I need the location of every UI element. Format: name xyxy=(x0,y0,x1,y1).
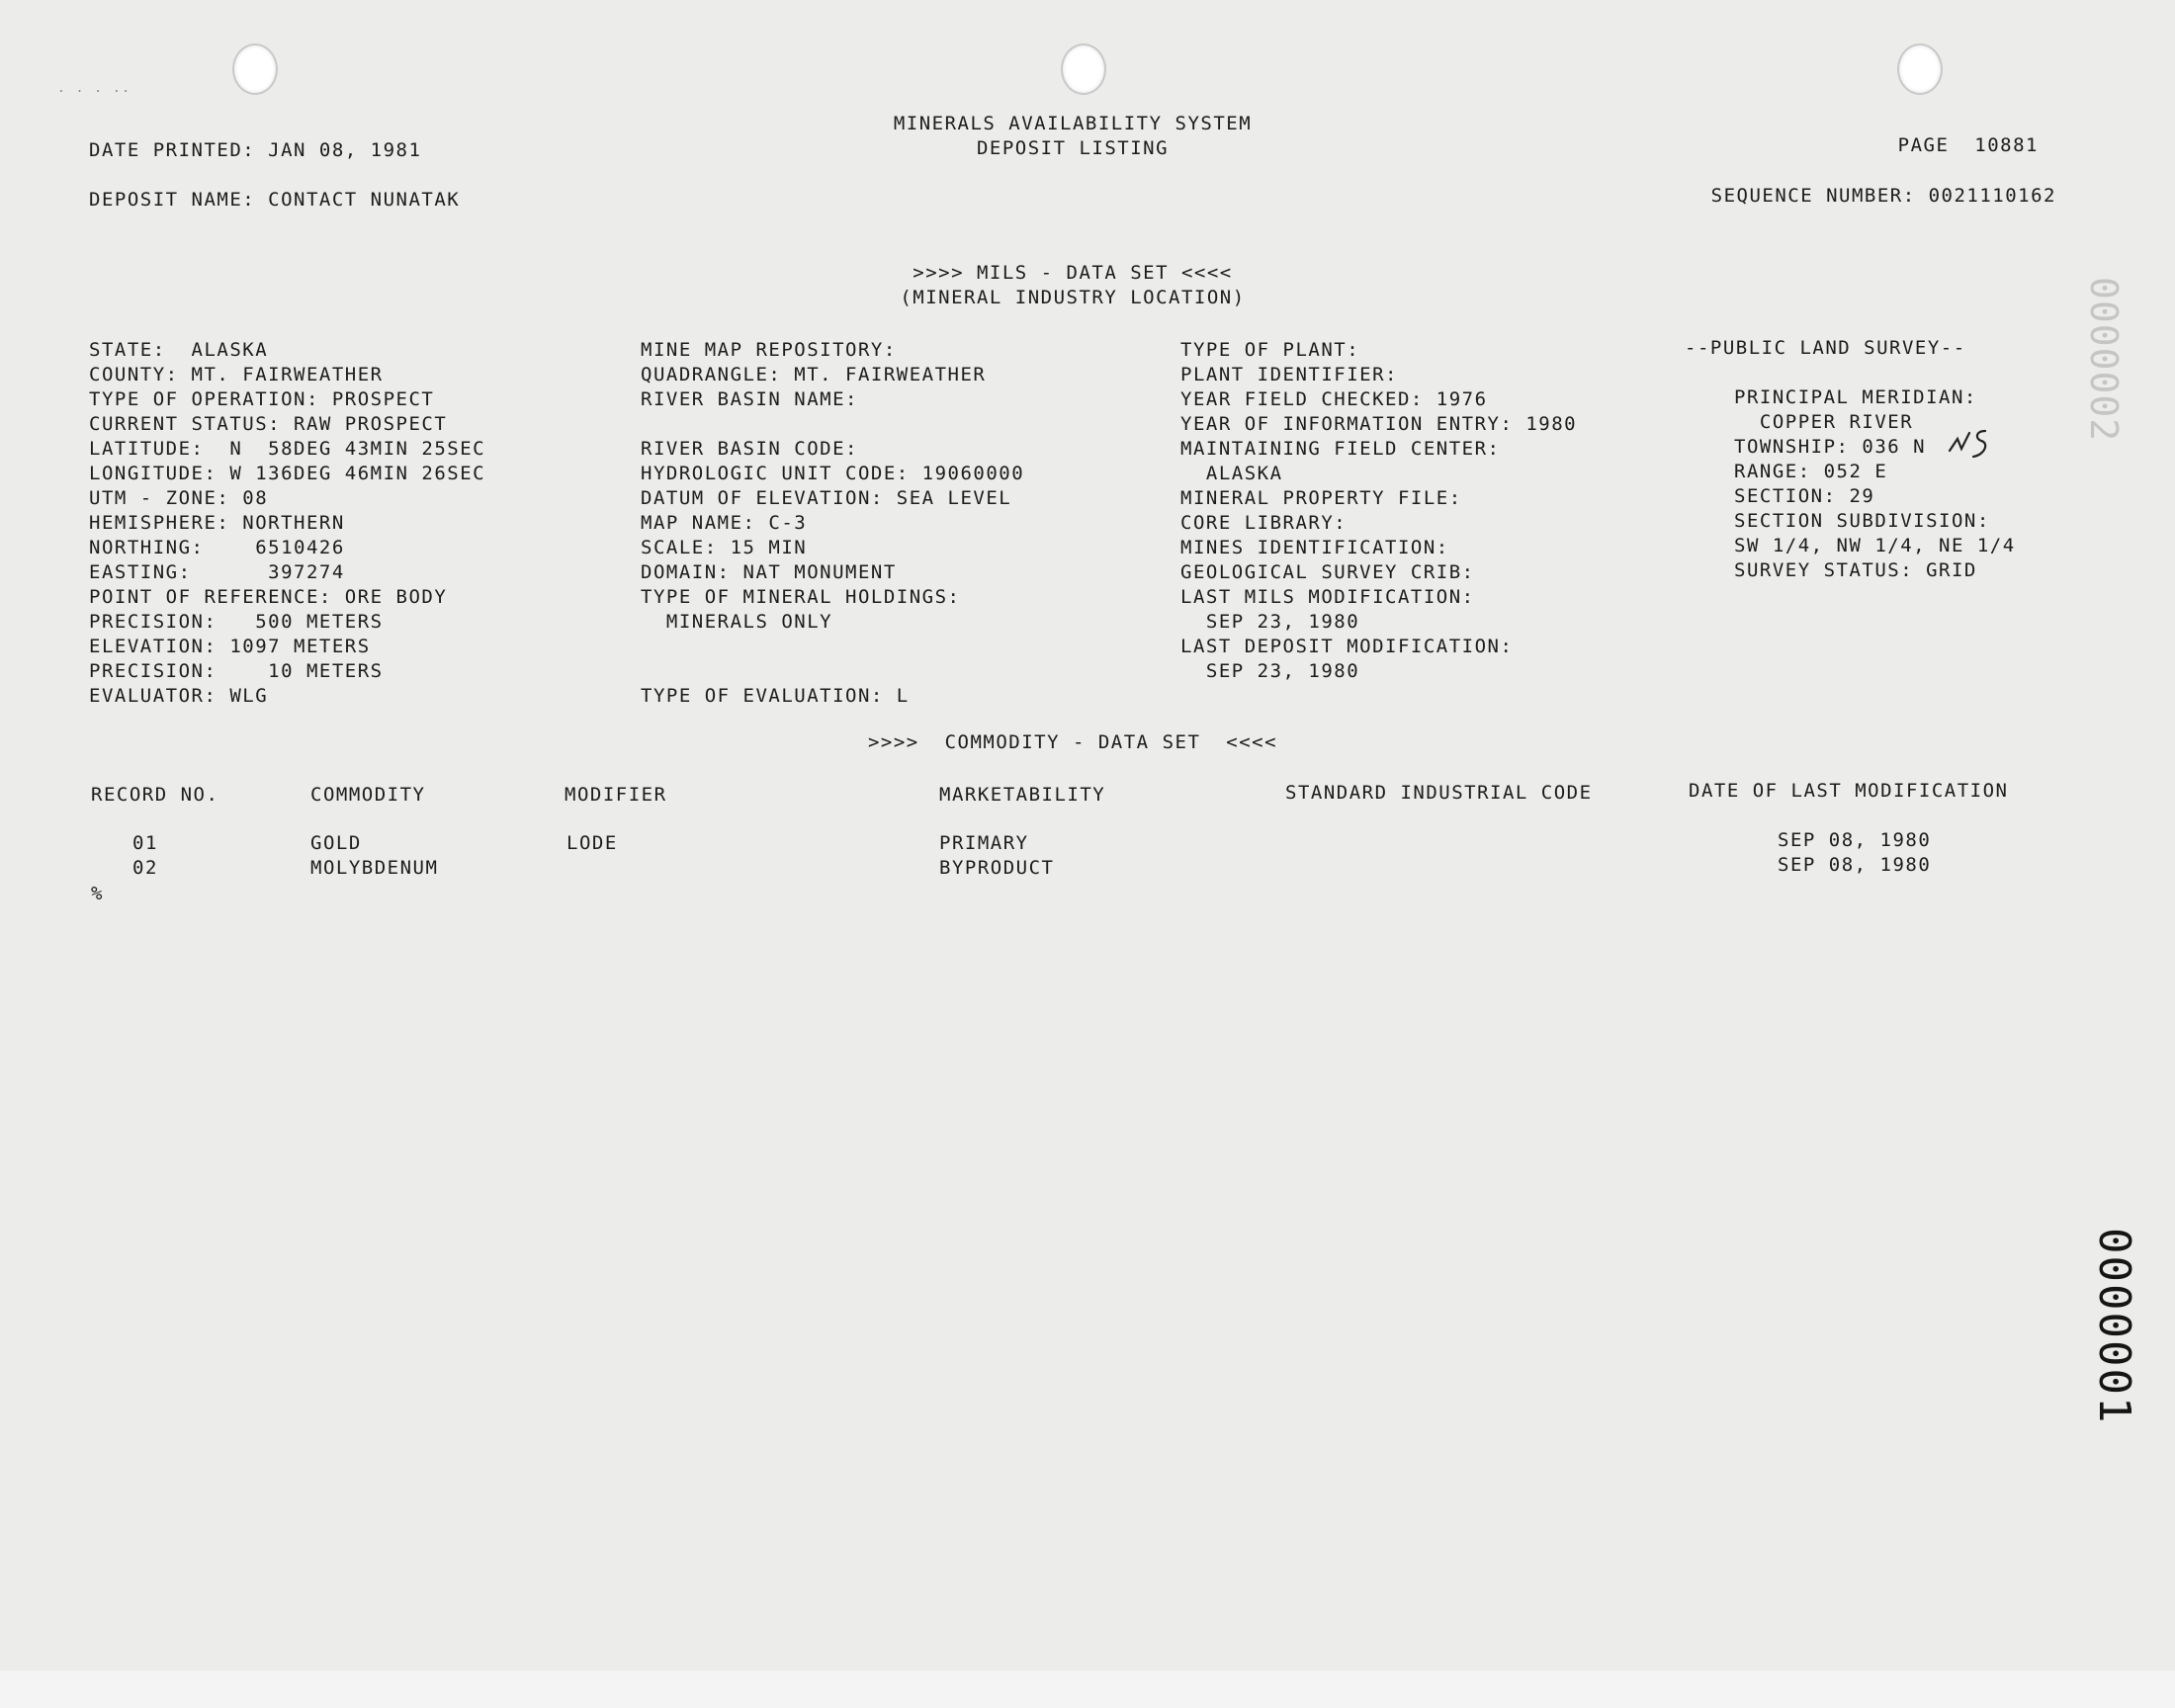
header-modifier: MODIFIER xyxy=(565,784,667,806)
record-number: 01 xyxy=(132,832,158,854)
county-field: COUNTY: MT. FAIRWEATHER xyxy=(89,364,384,385)
domain-field: DOMAIN: NAT MONUMENT xyxy=(641,561,897,583)
section-subdivision-field: SECTION SUBDIVISION: xyxy=(1734,510,1990,532)
latitude-field: LATITUDE: N 58DEG 43MIN 25SEC xyxy=(89,438,486,460)
mineral-holdings-type-field: TYPE OF MINERAL HOLDINGS: xyxy=(641,586,961,608)
northing-field: NORTHING: 6510426 xyxy=(89,537,345,558)
mineral-holdings-value: MINERALS ONLY xyxy=(641,611,833,633)
header-commodity: COMMODITY xyxy=(310,784,426,806)
last-deposit-modification-value: SEP 23, 1980 xyxy=(1180,660,1360,682)
maintaining-field-center-field: MAINTAINING FIELD CENTER: xyxy=(1180,438,1501,460)
hemisphere-field: HEMISPHERE: NORTHERN xyxy=(89,512,345,534)
mils-section-title: >>>> MILS - DATA SET <<<< xyxy=(913,262,1233,284)
quadrangle-field: QUADRANGLE: MT. FAIRWEATHER xyxy=(641,364,987,385)
plant-identifier-field: PLANT IDENTIFIER: xyxy=(1180,364,1398,385)
public-land-survey-column xyxy=(1685,336,2016,583)
blank-line xyxy=(641,659,1024,684)
last-mils-modification-field: LAST MILS MODIFICATION: xyxy=(1180,586,1475,608)
river-basin-code-field: RIVER BASIN CODE: xyxy=(641,438,858,460)
hydrologic-unit-code-field: HYDROLOGIC UNIT CODE: 19060000 xyxy=(641,463,1025,484)
map-name-field: MAP NAME: C-3 xyxy=(641,512,808,534)
plant-type-field: TYPE OF PLANT: xyxy=(1180,339,1360,361)
margin-stamp-number: 0000001 xyxy=(2089,1228,2139,1425)
blank-line xyxy=(1685,361,2016,385)
year-of-information-entry-field: YEAR OF INFORMATION ENTRY: 1980 xyxy=(1180,413,1578,435)
commodity-name: MOLYBDENUM xyxy=(310,857,439,879)
easting-field: EASTING: 397274 xyxy=(89,561,345,583)
commodity-section-title: >>>> COMMODITY - DATA SET <<<< xyxy=(867,731,1278,753)
core-library-field: CORE LIBRARY: xyxy=(1180,512,1348,534)
commodity-marketability: PRIMARY xyxy=(939,832,1029,854)
river-basin-name-field: RIVER BASIN NAME: xyxy=(641,388,858,410)
datum-of-elevation-field: DATUM OF ELEVATION: SEA LEVEL xyxy=(641,487,1012,509)
print-specks: . . . .. xyxy=(57,81,131,96)
punch-hole-center xyxy=(1061,43,1106,95)
precision-field: PRECISION: 500 METERS xyxy=(89,611,384,633)
plant-column xyxy=(1180,338,1577,684)
section-subdivision-value: SW 1/4, NW 1/4, NE 1/4 xyxy=(1734,535,2016,556)
point-of-reference-field: POINT OF REFERENCE: ORE BODY xyxy=(89,586,448,608)
page-number: PAGE 10881 xyxy=(1897,134,2039,156)
header-date-of-last-modification: DATE OF LAST MODIFICATION xyxy=(1689,780,2009,802)
record-number: 02 xyxy=(132,857,158,879)
geological-survey-crib-field: GEOLOGICAL SURVEY CRIB: xyxy=(1180,561,1475,583)
end-of-listing-mark: % xyxy=(91,883,104,904)
location-column xyxy=(89,338,485,709)
elevation-field: ELEVATION: 1097 METERS xyxy=(89,636,371,657)
range-field: RANGE: 052 E xyxy=(1734,461,1888,482)
public-land-survey-heading: --PUBLIC LAND SURVEY-- xyxy=(1685,337,1966,359)
mineral-property-file-field: MINERAL PROPERTY FILE: xyxy=(1180,487,1462,509)
commodity-name: GOLD xyxy=(310,832,362,854)
survey-status-field: SURVEY STATUS: GRID xyxy=(1734,559,1977,581)
system-title: MINERALS AVAILABILITY SYSTEM xyxy=(893,113,1253,134)
commodity-modified-date: SEP 08, 1980 xyxy=(1778,829,1932,851)
longitude-field: LONGITUDE: W 136DEG 46MIN 26SEC xyxy=(89,463,486,484)
blank-line xyxy=(641,412,1024,437)
punch-hole-left xyxy=(232,43,278,95)
sequence-number: SEQUENCE NUMBER: 0021110162 xyxy=(1710,185,2056,207)
section-field: SECTION: 29 xyxy=(1734,485,1875,507)
principal-meridian-field: PRINCIPAL MERIDIAN: xyxy=(1734,386,1977,408)
principal-meridian-value: COPPER RIVER xyxy=(1734,411,1914,433)
map-column xyxy=(641,338,1024,709)
mine-map-repository-field: MINE MAP REPOSITORY: xyxy=(641,339,897,361)
header-marketability: MARKETABILITY xyxy=(939,784,1106,806)
page-bottom-edge xyxy=(0,1670,2175,1708)
evaluation-type-field: TYPE OF EVALUATION: L xyxy=(641,685,910,707)
punch-hole-right xyxy=(1897,43,1943,95)
current-status-field: CURRENT STATUS: RAW PROSPECT xyxy=(89,413,448,435)
last-mils-modification-value: SEP 23, 1980 xyxy=(1180,611,1360,633)
scale-field: SCALE: 15 MIN xyxy=(641,537,808,558)
commodity-modifier: LODE xyxy=(566,832,618,854)
mils-section-subtitle: (MINERAL INDUSTRY LOCATION) xyxy=(900,287,1246,308)
commodity-marketability: BYPRODUCT xyxy=(939,857,1055,879)
last-deposit-modification-field: LAST DEPOSIT MODIFICATION: xyxy=(1180,636,1514,657)
date-printed: DATE PRINTED: JAN 08, 1981 xyxy=(89,139,422,161)
faded-margin-stamp: 0000002 xyxy=(2082,277,2126,443)
evaluator-field: EVALUATOR: WLG xyxy=(89,685,269,707)
elevation-precision-field: PRECISION: 10 METERS xyxy=(89,660,384,682)
operation-type-field: TYPE OF OPERATION: PROSPECT xyxy=(89,388,435,410)
maintaining-field-center-value: ALASKA xyxy=(1180,463,1283,484)
mines-identification-field: MINES IDENTIFICATION: xyxy=(1180,537,1449,558)
township-field: TOWNSHIP: 036 N xyxy=(1734,436,1927,458)
utm-zone-field: UTM - ZONE: 08 xyxy=(89,487,269,509)
blank-line xyxy=(641,635,1024,659)
commodity-modified-date: SEP 08, 1980 xyxy=(1778,854,1932,876)
state-field: STATE: ALASKA xyxy=(89,339,269,361)
deposit-name: DEPOSIT NAME: CONTACT NUNATAK xyxy=(89,189,461,211)
year-field-checked-field: YEAR FIELD CHECKED: 1976 xyxy=(1180,388,1488,410)
handwritten-mark xyxy=(1946,425,1995,459)
header-standard-industrial-code: STANDARD INDUSTRIAL CODE xyxy=(1285,782,1593,804)
listing-title: DEPOSIT LISTING xyxy=(976,137,1170,159)
header-record-no: RECORD NO. xyxy=(91,784,219,806)
